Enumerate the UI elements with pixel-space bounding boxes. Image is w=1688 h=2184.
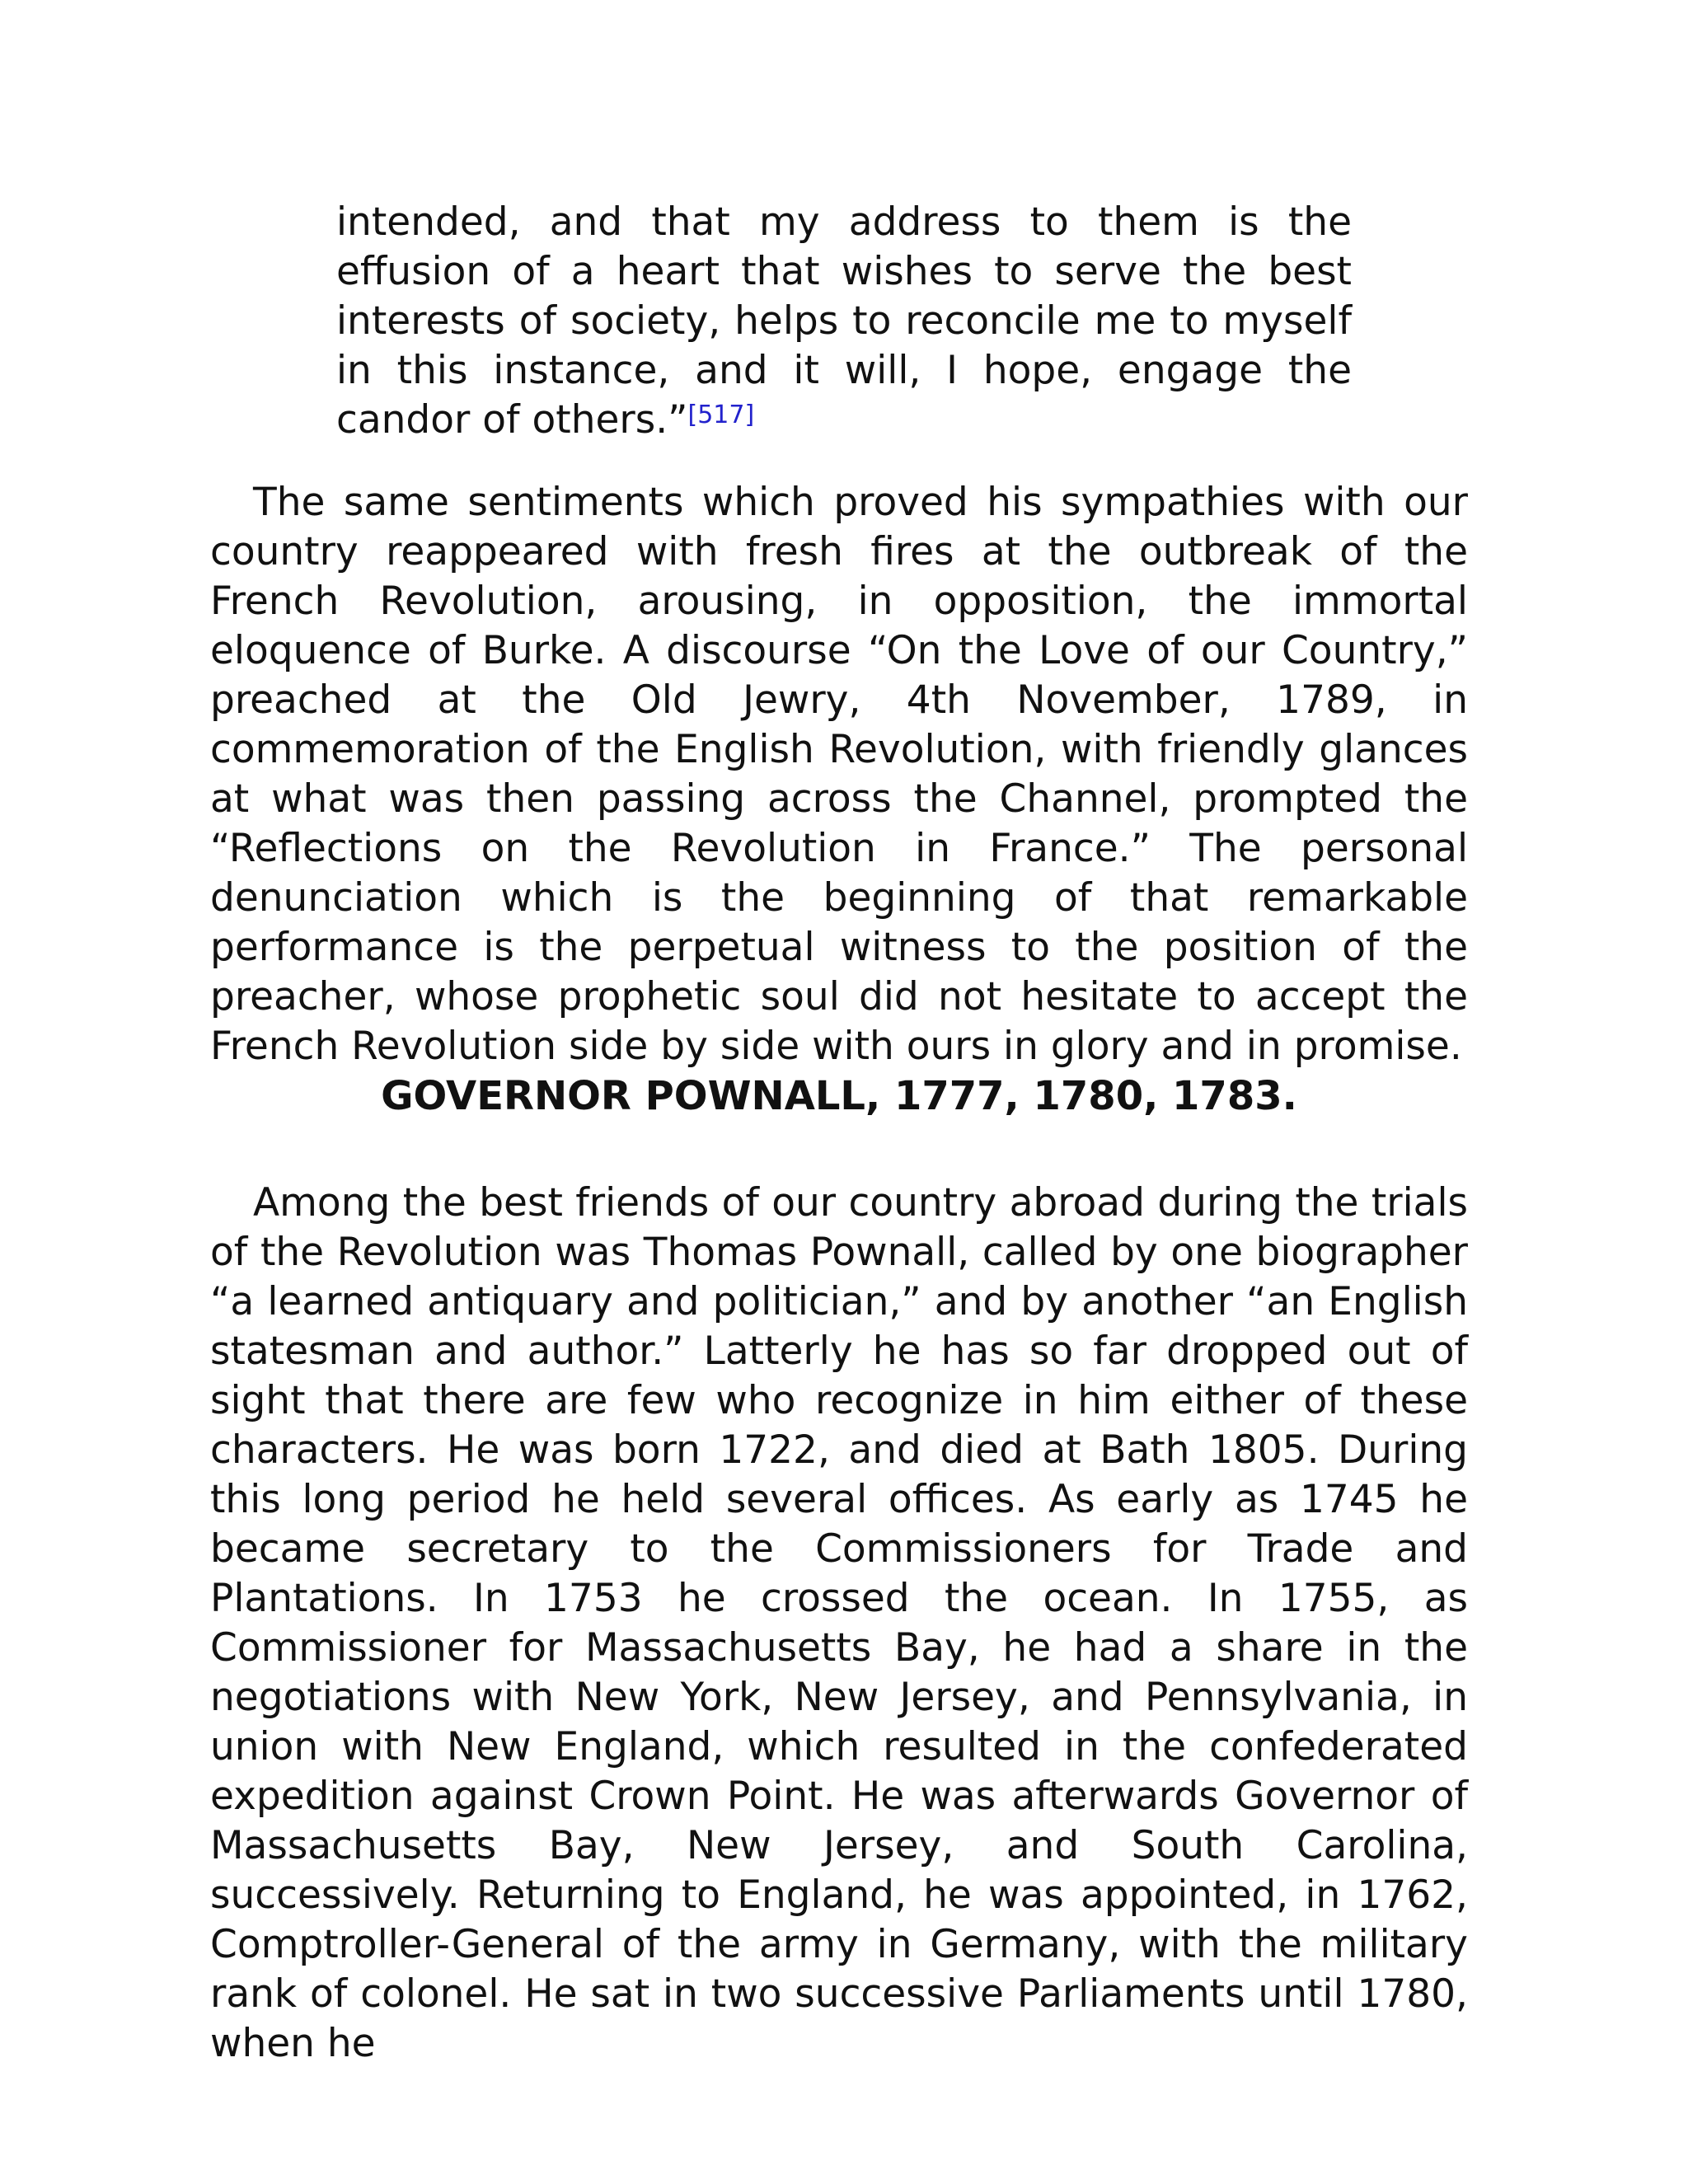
quote-text: intended, and that my address to them is the effusion of a heart that wishes to serve the best interests of society, helps to reconcile me to myself in this instance, and it will, I hope, engage the candor of others.” <box>336 199 1352 443</box>
body-paragraph: Among the best friends of our country abroad during the trials of the Revolution was Thomas Pownall, called by one biographer “a learned antiquary and politician,” and by another “an English statesman and author.” Latterly he has so far dropped out of sight that there are few who recognize in him either of these characters. He was born 1722, and died at Bath 1805. During this long period he held several offices. As early as 1745 he became secretary to the Commissioners for Trade and Plantations. In 1753 he crossed the ocean. In 1755, as Commissioner for Massachusetts Bay, he had a share in the negotiations with New York, New Jersey, and Pennsylvania, in union with New England, which resulted in the confederated expedition against Crown Point. He was afterwards Governor of Massachusetts Bay, New Jersey, and South Carolina, successively. Returning to England, he was appointed, in 1762, Comptroller-General of the army in Germany, with the military rank of colonel. He sat in two successive Parliaments until 1780, when he <box>210 1180 1468 2066</box>
body-paragraph: The same sentiments which proved his sympathies with our country reappeared with fresh fires at the outbreak of the French Revolution, arousing, in opposition, the immortal eloquence of Burke. A discourse “On the Love of our Country,” preached at the Old Jewry, 4th November, 1789, in commemoration of the English Revolution, with friendly glances at what was then passing across the Channel, prompted the “Reflections on the Revolution in France.” The personal denunciation which is the beginning of that remarkable performance is the perpetual witness to the position of the preacher, whose prophetic soul did not hesitate to accept the French Revolution side by side with ours in glory and in promise. <box>210 480 1468 1069</box>
footnote-link[interactable]: [517] <box>687 401 755 429</box>
section-heading: GOVERNOR POWNALL, 1777, 1780, 1783. <box>381 1073 1297 1119</box>
block-quote <box>336 198 1352 445</box>
